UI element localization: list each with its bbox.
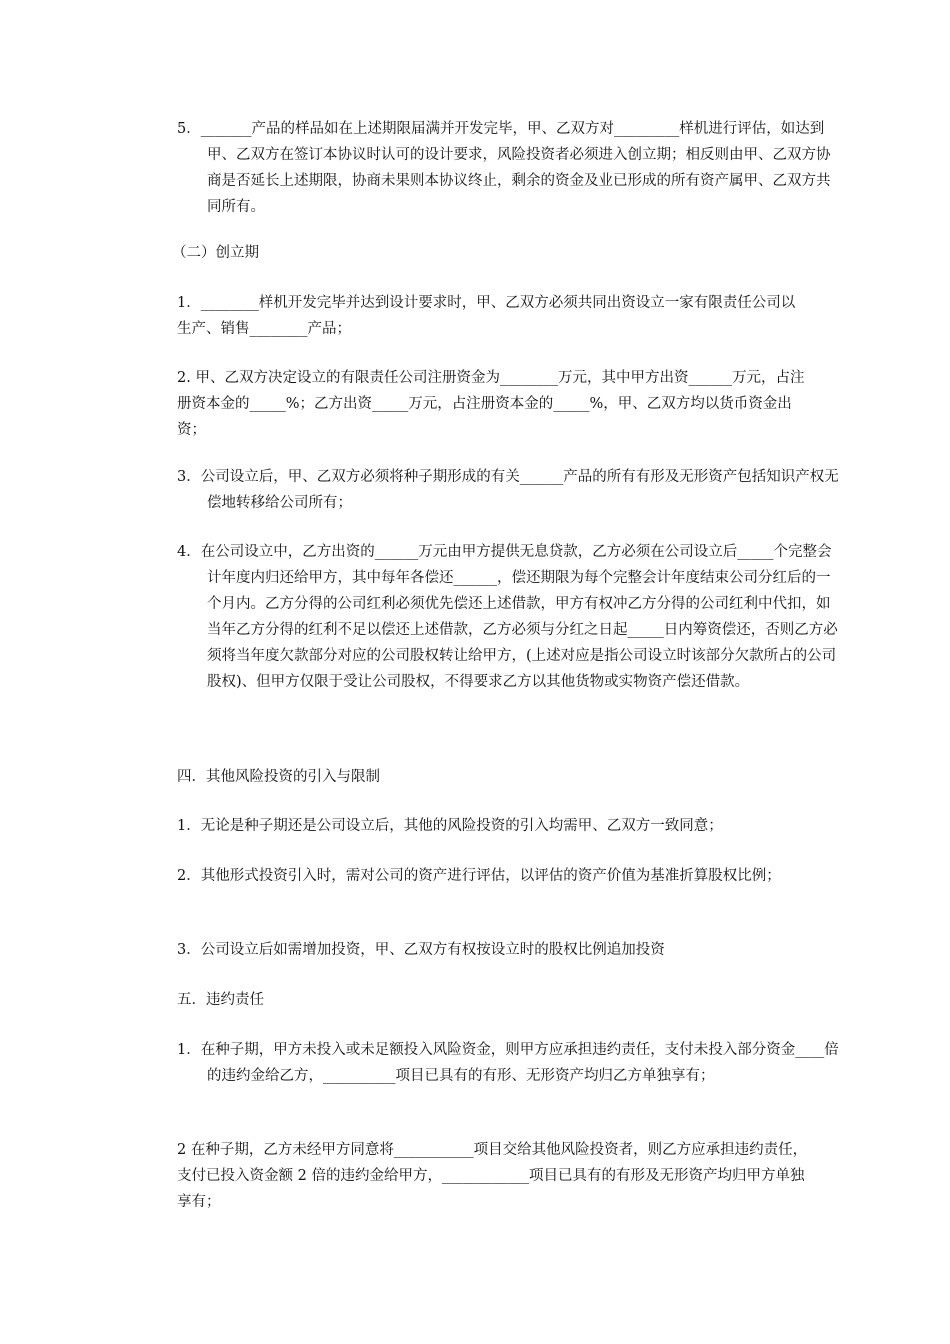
paragraph-founding-3: 3．公司设立后，甲、乙双方必须将种子期形成的有关______产品的所有有形及无形资产包括知识产权无偿地转移给公司所有； — [177, 469, 839, 511]
paragraph-other-investment-2: 2．其他形式投资引入时，需对公司的资产进行评估，以评估的资产价值为基准折算股权比例； — [177, 868, 781, 884]
section-heading-founding-period: （二）创立期 — [172, 245, 259, 261]
paragraph-founding-1: 1．________样机开发完毕并达到设计要求时，甲、乙双方必须共同出资设立一家有限责任公司以生产、销售________产品； — [177, 295, 796, 337]
paragraph-founding-2: 2. 甲、乙双方决定设立的有限责任公司注册资金为________万元，其中甲方出资______万元，占注册资本金的_____%；乙方出资_____万元，占注册资本金的_____%，甲、乙双方均以货币资金出资； — [177, 370, 805, 438]
paragraph-liability-2: 2 在种子期，乙方未经甲方同意将___________项目交给其他风险投资者，则乙方应承担违约责任，支付已投入资金额 2 倍的违约金给甲方，____________项目已具有的有形及无形资产均归甲方单独享有； — [177, 1142, 808, 1210]
paragraph-5: 5．_______产品的样品如在上述期限届满并开发完毕，甲、乙双方对_________样机进行评估，如达到甲、乙双方在签订本协议时认可的设计要求，风险投资者必须进入创立期；相反则由甲、乙双方协商是否延长上述期限，协商未果则本协议终止，剩余的资金及业已形成的所有资产属甲、乙双方共同所有。 — [177, 121, 831, 215]
section-heading-liability: 五．违约责任 — [177, 992, 264, 1008]
section-heading-other-investment: 四．其他风险投资的引入与限制 — [177, 769, 380, 785]
paragraph-other-investment-3: 3．公司设立后如需增加投资，甲、乙双方有权按设立时的股权比例追加投资 — [177, 942, 665, 958]
paragraph-other-investment-1: 1．无论是种子期还是公司设立后，其他的风险投资的引入均需甲、乙双方一致同意； — [177, 818, 723, 834]
paragraph-founding-4: 4．在公司设立中，乙方出资的______万元由甲方提供无息贷款，乙方必须在公司设立后_____个完整会计年度内归还给甲方，其中每年各偿还______，偿还期限为每个完整会计年度结束公司分红后的一个月内。乙方分得的公司红利必须优先偿还上述借款，甲方有权冲乙方分得的公司红利中代扣，如当年乙方分得的红利不足以偿还上述借款，乙方必须与分红之日起_____日内筹资偿还，否则乙方必须将当年度欠款部分对应的公司股权转让给甲方，(上述对应是指公司设立时该部分欠款所占的公司股权)、但甲方仅限于受让公司股权，不得要求乙方以其他货物或实物资产偿还借款。 — [177, 544, 838, 690]
paragraph-liability-1: 1．在种子期，甲方未投入或未足额投入风险资金，则甲方应承担违约责任，支付未投入部分资金____倍的违约金给乙方，__________项目已具有的有形、无形资产均归乙方单独享有； — [177, 1042, 839, 1084]
